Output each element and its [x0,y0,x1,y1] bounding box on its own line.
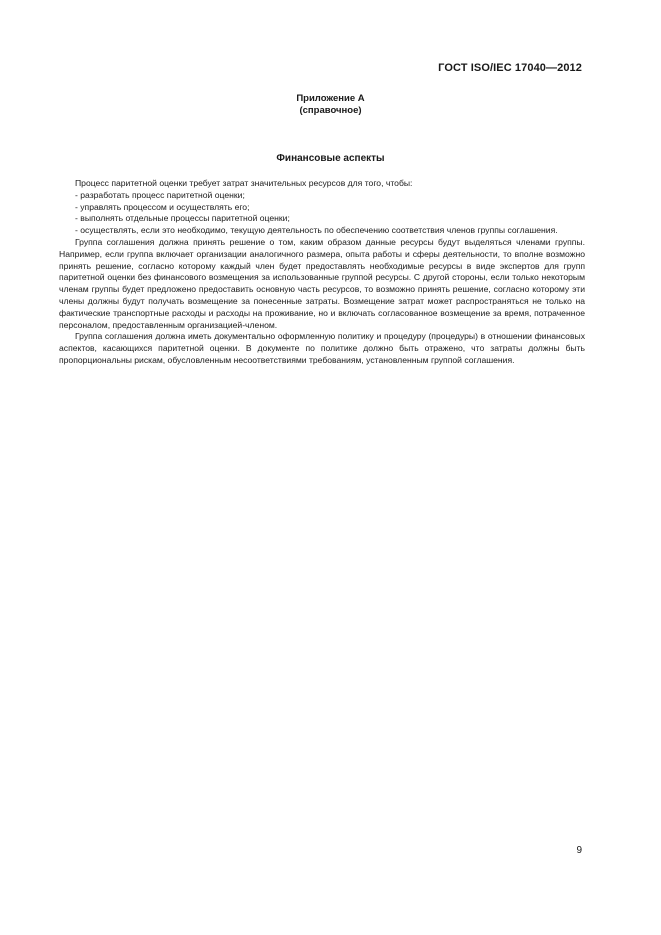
intro-paragraph: Процесс паритетной оценки требует затрат значительных ресурсов для того, чтобы: [75,178,413,188]
annex-title: Приложение А [296,93,365,104]
page-number: 9 [576,845,582,856]
paragraph-resources: Группа соглашения должна принять решение о том, каким образом данные ресурсы будут выделяться членами группы. Например, если группа включает организации аналогичного размера, опыта работы и сферы деятельности, то вполне возможно принять решение, согласно которому каждый член будет предоставлять необходимые ресурсы в виде экспертов для групп паритетной оценки без финансового возмещения за использованные группой ресурсы. С другой стороны, если только некоторым членам группы будет предложено предоставить основную часть ресурсов, то возможно принять решение, согласно которому эти члены должны будут получать возмещение за понесенные затраты. Возмещение затрат может распространяться не только на фактические транспортные расходы и расходы на проживание, но и включать согласованное возмещение за время, потраченное персоналом, предоставленным организацией-членом. [59,236,585,330]
annex-heading [0,93,661,117]
standard-designation: ГОСТ ISO/IEC 17040—2012 [438,62,582,74]
list-item: - осуществлять, если это необходимо, текущую деятельность по обеспечению соответствия членов группы соглашения. [75,225,558,236]
annex-type: (справочное) [299,105,362,116]
document-body [59,178,585,367]
list-item: - управлять процессом и осуществлять его; [75,201,250,212]
section-title: Финансовые аспекты [276,153,385,164]
paragraph-policy: Группа соглашения должна иметь документально оформленную политику и процедуру (процедуры) в отношении финансовых аспектов, касающихся паритетной оценки. В документе по политике должно быть отражено, что затраты должны быть пропорциональны рискам, обусловленным несоответствиями требованиям, установленным группой соглашения. [59,331,585,365]
list-item: - разработать процесс паритетной оценки; [75,189,245,200]
list-item: - выполнять отдельные процессы паритетной оценки; [75,213,290,224]
